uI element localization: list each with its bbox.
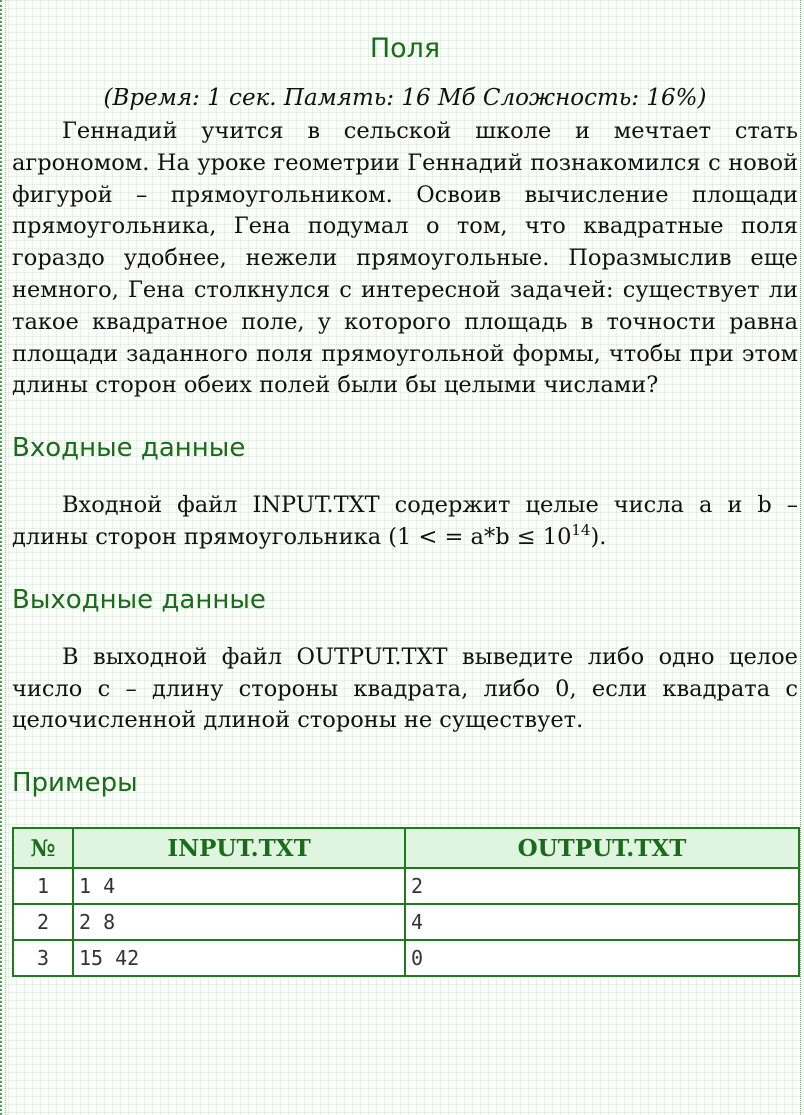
example-output: 2 (405, 868, 799, 904)
example-number: 3 (13, 940, 73, 976)
right-margin-border (800, 0, 804, 1115)
column-header-input: INPUT.TXT (73, 828, 405, 868)
example-number: 1 (13, 868, 73, 904)
input-heading: Входные данные (12, 433, 246, 464)
example-output: 4 (405, 904, 799, 940)
column-header-number: № (13, 828, 73, 868)
table-row (13, 868, 799, 904)
input-text-after: ). (590, 523, 607, 550)
example-input: 15 42 (73, 940, 405, 976)
table-row (13, 904, 799, 940)
examples-heading: Примеры (12, 768, 138, 799)
output-description: В выходной файл OUTPUT.TXT выведите либо одно целое число c – длину стороны квадрата, либо 0, если квадрата с целочисленной длиной стороны не существует. (12, 643, 798, 734)
input-description (12, 490, 798, 554)
column-header-output: OUTPUT.TXT (405, 828, 799, 868)
problem-statement: Геннадий учится в сельской школе и мечтает стать агрономом. На уроке геометрии Геннадий познакомился с новой фигурой – прямоугольником. Освоив вычисление площади прямоугольника, Гена подумал о том, что квадратные поля гораздо удобнее, нежели прямоугольные. Поразмыслив еще немного, Гена столкнулся с интересной задачей: существует ли такое квадратное поле, у которого площадь в точности равна площади заданного поля прямоугольной формы, чтобы при этом длины сторон обеих полей были бы целыми числами? (12, 118, 798, 399)
problem-title: Поля (369, 33, 441, 64)
input-text-before: Входной файл INPUT.TXT содержит целые числа a и b – длины сторон прямоугольника (1 < = a*b ≤ 10 (12, 492, 798, 550)
example-input: 2 8 (73, 904, 405, 940)
left-margin-border (0, 0, 6, 1115)
example-number: 2 (13, 904, 73, 940)
example-output: 0 (405, 940, 799, 976)
input-exponent: 14 (571, 520, 591, 539)
problem-limits: (Время: 1 сек. Память: 16 Мб Сложность: 16%) (103, 85, 707, 111)
example-input: 1 4 (73, 868, 405, 904)
table-row (13, 940, 799, 976)
problem-page (12, 0, 798, 977)
examples-table (12, 827, 800, 977)
examples-header-row (13, 828, 799, 868)
output-heading: Выходные данные (12, 584, 266, 615)
